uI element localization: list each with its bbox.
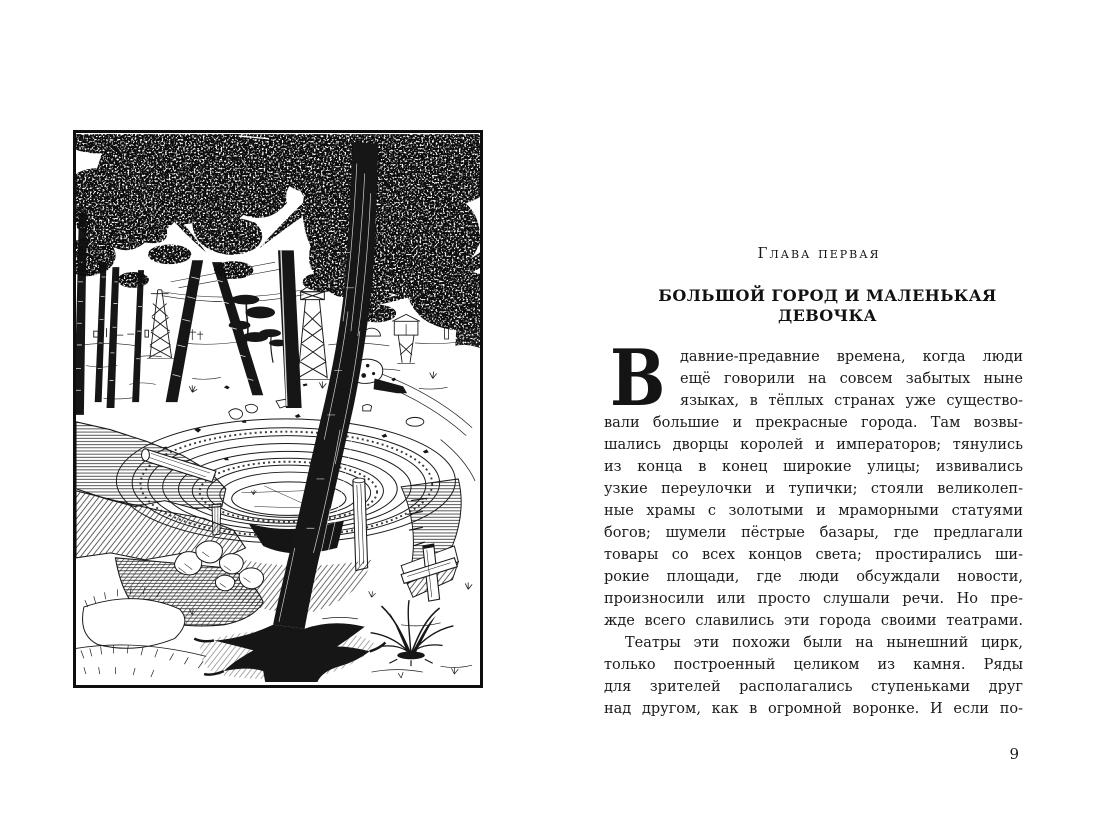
chapter-title: БОЛЬШОЙ ГОРОД И МАЛЕНЬКАЯ ДЕВОЧКА	[658, 286, 997, 325]
text-line: давние-предавние времена, когда люди	[680, 349, 1023, 365]
pine-canopy	[76, 134, 480, 330]
text-line: языках, в тёплых странах уже существо-	[680, 393, 1023, 409]
text-line: ные храмы с золотыми и мраморными статуями	[604, 503, 1023, 519]
drop-cap: В	[610, 333, 666, 424]
text-line: ещё говорили на совсем забытых ныне	[680, 371, 1023, 387]
body-text	[604, 333, 1023, 720]
text-line: шались дворцы королей и императоров; тянулись	[604, 437, 1023, 453]
text-line: рокие площади, где люди обсуждали новости,	[604, 569, 1023, 585]
paragraph	[604, 346, 1023, 632]
text-line: товары со всех концов света; простирались ши-	[604, 547, 1023, 563]
text-line: из конца в конец широкие улицы; извивались	[604, 459, 1023, 475]
illustration-drawing	[76, 133, 480, 685]
pylon-center	[295, 283, 330, 380]
paragraph	[604, 632, 1023, 720]
pylon-watchtower	[392, 314, 420, 363]
book-illustration	[73, 130, 483, 688]
text-line: над другом, как в огромной воронке. И если по-	[604, 701, 1023, 717]
grass-plant	[371, 600, 454, 666]
text-line: только построенный целиком из камня. Ряды	[604, 657, 1023, 673]
text-line: для зрителей располагались ступеньками друг	[604, 679, 1023, 695]
chapter-label: Глава первая	[757, 244, 881, 262]
page-number: 9	[1009, 745, 1019, 763]
text-line: богов; шумели пёстрые базары, где предлагали	[604, 525, 1023, 541]
text-line: узкие переулочки и тупички; стояли великолеп-	[604, 481, 1023, 497]
text-line: произносили или просто слушали речи. Но пре-	[604, 591, 1023, 607]
branch-stub	[374, 378, 408, 393]
text-line: Театры эти похожи были на нынешний цирк,	[625, 635, 1023, 651]
text-line: вали большие и прекрасные города. Там возвы-	[604, 415, 1023, 431]
text-line: жде всего славились эти города своими театрами.	[604, 613, 1023, 629]
pylon-left	[147, 290, 175, 359]
